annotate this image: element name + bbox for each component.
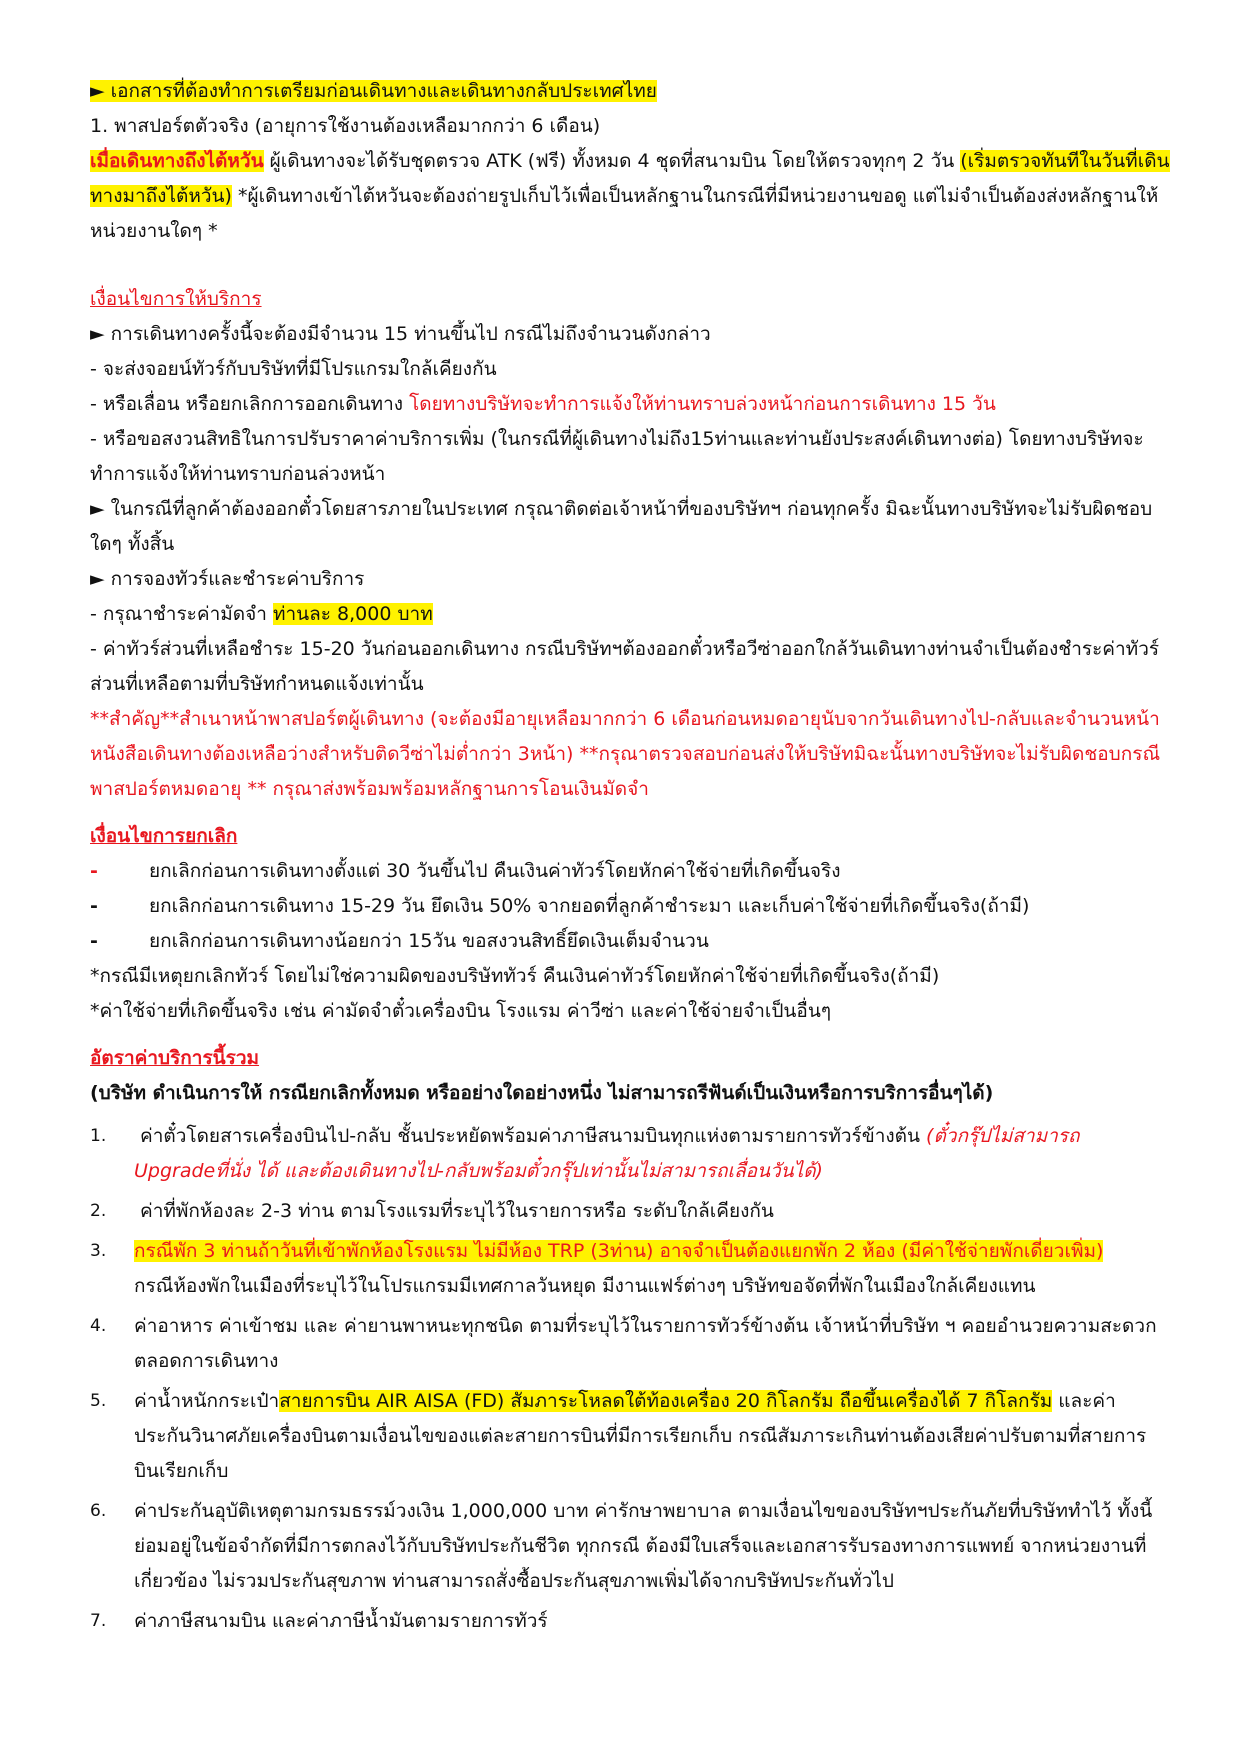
service-line-8: - ค่าทัวร์ส่วนที่เหลือชำระ 15-20 วันก่อนออกเดินทาง กรณีบริษัทฯต้องออกตั๋วหรือวีซ่าออกใกล้วันเดินทางท่านจำเป็นต้องชำระค่าทัวร์ส่วนที่เหลือตามที่บริษัทกำหนดแจ้งเท่านั้น: [90, 638, 1160, 695]
item-number: 2.: [90, 1201, 107, 1221]
item-1-text: ค่าตั๋วโดยสารเครื่องบินไป-กลับ ชั้นประหยัดพร้อมค่าภาษีสนามบินทุกแห่งตามรายการทัวร์ข้างต้น: [140, 1125, 927, 1147]
documents-heading: [90, 74, 1171, 109]
service-line-7: [90, 597, 1171, 632]
list-item: [90, 1494, 1171, 1599]
item-3-text: กรณีห้องพักในเมืองที่ระบุไว้ในโปรแกรมมีเทศกาลวันหยุด มีงานแฟร์ต่างๆ บริษัทขอจัดที่พักในเมืองใกล้เคียงแทน: [134, 1275, 1036, 1297]
service-line-4: - หรือขอสงวนสิทธิในการปรับราคาค่าบริการเพิ่ม (ในกรณีที่ผู้เดินทางไม่ถึง15ท่านและท่านยังประสงค์เดินทางต่อ) โดยทางบริษัทจะทำการแจ้งให้ท่านทราบก่อนล่วงหน้า: [90, 428, 1144, 485]
rate-includes-list: [90, 1119, 1171, 1639]
dash-bullet: -: [90, 930, 98, 952]
cancellation-note-2: *ค่าใช้จ่ายที่เกิดขึ้นจริง เช่น ค่ามัดจำตั๋วเครื่องบิน โรงแรม ค่าวีซ่า และค่าใช้จ่ายจำเป็นอื่นๆ: [90, 1000, 832, 1022]
cancellation-item-3: [90, 924, 1171, 959]
item-number: 3.: [90, 1241, 107, 1261]
dash-bullet: -: [90, 860, 98, 882]
rate-includes-subheading: (บริษัท ดำเนินการให้ กรณียกเลิกทั้งหมด หรืออย่างใดอย่างหนึ่ง ไม่สามารถรีฟันด์เป็นเงินหรือการบริการอื่นๆได้): [90, 1082, 994, 1104]
list-item: [90, 1119, 1171, 1189]
item-4-text: ค่าอาหาร ค่าเข้าชม และ ค่ายานพาหนะทุกชนิด ตามที่ระบุไว้ในรายการทัวร์ข้างต้น เจ้าหน้าที่บริษัท ฯ คอยอำนวยความสะดวกตลอดการเดินทาง: [134, 1315, 1157, 1372]
atk-highlight: (เริ่มตรวจทันทีในวันที่เดินทางมาถึงไต้หวัน): [90, 150, 1170, 207]
service-line-1: ► การเดินทางครั้งนี้จะต้องมีจำนวน 15 ท่านขึ้นไป กรณีไม่ถึงจำนวนดังกล่าว: [90, 323, 711, 345]
cancellation-item-2: [90, 889, 1171, 924]
list-item: [90, 1194, 1171, 1229]
service-line-3-a: - หรือเลื่อน หรือยกเลิกการออกเดินทาง: [90, 393, 410, 415]
item-number: 6.: [90, 1501, 107, 1521]
spacer: [90, 1029, 1171, 1041]
documents-heading-text: ► เอกสารที่ต้องทำการเตรียมก่อนเดินทางและเดินทางกลับประเทศไทย: [90, 80, 657, 102]
spacer: [90, 807, 1171, 819]
cancellation-note-1: *กรณีมีเหตุยกเลิกทัวร์ โดยไม่ใช่ความผิดของบริษัททัวร์ คืนเงินค่าทัวร์โดยหักค่าใช้จ่ายที่เกิดขึ้นจริง(ถ้ามี): [90, 965, 940, 987]
service-line-3-b: โดยทางบริษัทจะทำการแจ้งให้ท่านทราบล่วงหน้าก่อนการเดินทาง 15 วัน: [409, 393, 996, 415]
atk-paragraph: [90, 144, 1171, 249]
atk-text: ผู้เดินทางจะได้รับชุดตรวจ ATK (ฟรี) ทั้งหมด 4 ชุดที่สนามบิน โดยให้ตรวจทุกๆ 2 วัน: [263, 150, 961, 172]
item-5-text-b: และค่าประกันวินาศภัยเครื่องบินตามเงื่อนไขของแต่ละสายการบินที่มีการเรียกเก็บ กรณีสัมภาระเกินท่านต้องเสียค่าปรับตามที่สายการบินเรียกเก็บ: [134, 1390, 1147, 1482]
rate-includes-heading: [90, 1041, 1171, 1076]
item-1-red: (ตั๋วกรุ๊ปไม่สามารถ Upgradeที่นั่ง ได้ และต้องเดินทางไป-กลับพร้อมตั๋วกรุ๊ปเท่านั้นไม่สามารถเลื่อนวันได้): [134, 1125, 1080, 1182]
item-number: 4.: [90, 1316, 107, 1336]
item-3-highlight: กรณีพัก 3 ท่านถ้าวันที่เข้าพักห้องโรงแรม ไม่มีห้อง TRP (3ท่าน) อาจจำเป็นต้องแยกพัก 2 ห้อง (มีค่าใช้จ่ายพักเดี่ยวเพิ่ม): [134, 1240, 1104, 1262]
service-line-2: - จะส่งจอยน์ทัวร์กับบริษัทที่มีโปรแกรมใกล้เคียงกัน: [90, 358, 497, 380]
cancellation-heading-text: เงื่อนไขการยกเลิก: [90, 825, 238, 847]
item-7-text: ค่าภาษีสนามบิน และค่าภาษีน้ำมันตามรายการทัวร์: [134, 1610, 548, 1632]
cancellation-item-1: [90, 854, 1171, 889]
dash-bullet: -: [90, 895, 98, 917]
item-number: 1.: [90, 1126, 107, 1146]
passport-line: 1. พาสปอร์ตตัวจริง (อายุการใช้งานต้องเหลือมากกว่า 6 เดือน): [90, 115, 601, 137]
cancellation-item-text: ยกเลิกก่อนการเดินทางตั้งแต่ 30 วันขึ้นไป คืนเงินค่าทัวร์โดยหักค่าใช้จ่ายที่เกิดขึ้นจริง: [149, 860, 841, 882]
cancellation-heading: [90, 819, 1171, 854]
item-5-highlight: สายการบิน AIR AISA (FD) สัมภาระโหลดใต้ท้องเครื่อง 20 กิโลกรัม ถือขึ้นเครื่องได้ 7 กิโลกรัม: [279, 1390, 1053, 1412]
spacer: [90, 1111, 1171, 1119]
item-2-text: ค่าที่พักห้องละ 2-3 ท่าน ตามโรงแรมที่ระบุไว้ในรายการหรือ ระดับใกล้เคียงกัน: [140, 1200, 774, 1222]
list-item: [90, 1384, 1171, 1489]
service-conditions-heading: [90, 282, 1171, 317]
list-item: [90, 1234, 1171, 1304]
atk-lead: เมื่อเดินทางถึงไต้หวัน: [90, 150, 264, 172]
rate-includes-heading-text: อัตราค่าบริการนี้รวม: [90, 1047, 260, 1069]
spacer: [90, 249, 1171, 282]
atk-tail: *ผู้เดินทางเข้าไต้หวันจะต้องถ่ายรูปเก็บไว้เพื่อเป็นหลักฐานในกรณีที่มีหน่วยงานขอดู แต่ไม่จำเป็นต้องส่งหลักฐานให้หน่วยงานใดๆ *: [90, 185, 1159, 242]
item-5-text-a: ค่าน้ำหนักกระเป๋า: [134, 1390, 280, 1412]
service-conditions-heading-text: เงื่อนไขการให้บริการ: [90, 288, 262, 310]
item-number: 7.: [90, 1611, 107, 1631]
service-line-7-a: - กรุณาชำระค่ามัดจำ: [90, 603, 273, 625]
cancellation-item-text: ยกเลิกก่อนการเดินทางน้อยกว่า 15วัน ขอสงวนสิทธิ์ยึดเงินเต็มจำนวน: [149, 930, 709, 952]
list-item: [90, 1309, 1171, 1379]
item-number: 5.: [90, 1391, 107, 1411]
item-6-text: ค่าประกันอุบัติเหตุตามกรมธรรม์วงเงิน 1,000,000 บาท ค่ารักษาพยาบาล ตามเงื่อนไขของบริษัทฯประกันภัยที่บริษัททำไว้ ทั้งนี้ย่อมอยู่ในข้อจำกัดที่มีการตกลงไว้กับบริษัทประกันชีวิต ทุกกรณี ต้องมีใบเสร็จและเอกสารรับรองทางการแพทย์ จากหน่วยงานที่เกี่ยวข้อง ไม่รวมประกันสุขภาพ ท่านสามารถสั่งซื้อประกันสุขภาพเพิ่มได้จากบริษัทประกันทั่วไป: [134, 1500, 1153, 1592]
important-note: **สำคัญ**สำเนาหน้าพาสปอร์ตผู้เดินทาง (จะต้องมีอายุเหลือมากกว่า 6 เดือนก่อนหมดอายุนับจากวันเดินทางไป-กลับและจำนวนหน้าหนังสือเดินทางต้องเหลือว่างสำหรับติดวีซ่าไม่ต่ำกว่า 3หน้า) **กรุณาตรวจสอบก่อนส่งให้บริษัทมิฉะนั้นทางบริษัทจะไม่รับผิดชอบกรณีพาสปอร์ตหมดอายุ ** กรุณาส่งพร้อมพร้อมหลักฐานการโอนเงินมัดจำ: [90, 708, 1161, 800]
list-item: [90, 1604, 1171, 1639]
service-line-3: [90, 387, 1171, 422]
service-line-6: ► การจองทัวร์และชำระค่าบริการ: [90, 568, 365, 590]
service-line-5: ► ในกรณีที่ลูกค้าต้องออกตั๋วโดยสารภายในประเทศ กรุณาติดต่อเจ้าหน้าที่ของบริษัทฯ ก่อนทุกครั้ง มิฉะนั้นทางบริษัทจะไม่รับผิดชอบใดๆ ทั้งสิ้น: [90, 498, 1153, 555]
deposit-amount: ท่านละ 8,000 บาท: [272, 603, 433, 625]
cancellation-item-text: ยกเลิกก่อนการเดินทาง 15-29 วัน ยึดเงิน 50% จากยอดที่ลูกค้าชำระมา และเก็บค่าใช้จ่ายที่เกิดขึ้นจริง(ถ้ามี): [149, 895, 1030, 917]
